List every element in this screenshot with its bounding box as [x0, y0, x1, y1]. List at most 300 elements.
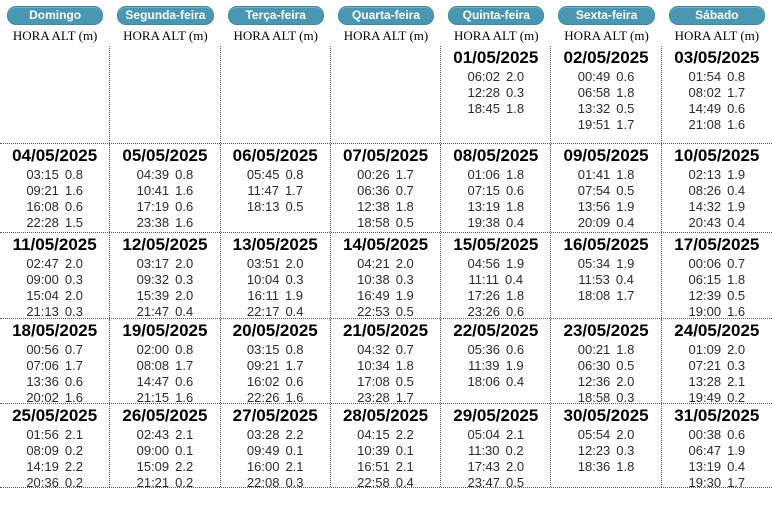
- tide-row: [662, 475, 772, 487]
- tide-row: [662, 390, 772, 403]
- day-button-sexta[interactable]: Sexta-feira: [558, 6, 654, 25]
- tide-height: 1.6: [175, 183, 194, 198]
- tide-time: 12:28: [467, 85, 501, 100]
- tide-time: 00:06: [688, 256, 722, 271]
- tide-time: 19:30: [688, 475, 722, 487]
- tide-height: 1.9: [284, 288, 304, 303]
- tide-time: 00:56: [26, 342, 59, 357]
- day-button-segunda[interactable]: Segunda-feira: [117, 6, 213, 25]
- tide-height: 0.6: [616, 69, 635, 84]
- tide-height: 0.7: [395, 342, 414, 357]
- tide-row: [331, 215, 440, 231]
- tide-time: 17:43: [467, 459, 501, 474]
- tide-row: [662, 215, 772, 231]
- hora-alt-subheader: HORA ALT (m): [343, 28, 429, 43]
- tide-time: 21:13: [26, 304, 59, 318]
- tide-height: 1.7: [395, 167, 414, 182]
- day-cell: [662, 233, 772, 318]
- tide-row: [441, 374, 550, 390]
- tide-time: 01:09: [688, 342, 722, 357]
- hora-alt-subheader: HORA ALT (m): [12, 28, 98, 43]
- tide-row: [110, 215, 219, 231]
- date-label: 03/05/2025: [674, 48, 760, 67]
- tide-row: [441, 199, 550, 215]
- day-cell: [662, 404, 772, 487]
- tide-time: 03:28: [246, 427, 280, 442]
- tide-time: 11:39: [467, 358, 500, 373]
- tide-row: [0, 272, 109, 288]
- hora-alt-subheader: HORA ALT (m): [123, 28, 208, 43]
- tide-height: 0.2: [64, 475, 83, 487]
- tide-height: 0.7: [395, 183, 414, 198]
- tide-time: 09:00: [136, 443, 170, 458]
- tide-row: [662, 272, 772, 288]
- tide-height: 0.6: [64, 374, 83, 389]
- tide-time: 05:34: [577, 256, 611, 271]
- tide-time: 14:32: [688, 199, 722, 214]
- date-label: 23/05/2025: [563, 321, 649, 340]
- tide-height: 0.4: [506, 215, 525, 230]
- date-label: 18/05/2025: [12, 321, 98, 340]
- tide-row: [551, 272, 660, 288]
- tide-time: 21:21: [136, 475, 170, 487]
- tide-height: 2.0: [285, 256, 304, 271]
- tide-row: [662, 117, 772, 133]
- tide-row: [0, 475, 109, 487]
- tide-time: 18:06: [467, 374, 501, 389]
- tide-time: 21:08: [688, 117, 722, 132]
- tide-row: [551, 69, 660, 85]
- tide-time: 02:00: [136, 342, 170, 357]
- tide-row: [662, 304, 772, 318]
- tide-height: 0.5: [285, 199, 304, 214]
- tide-time: 02:13: [688, 167, 722, 182]
- hora-alt-subheader: HORA ALT (m): [454, 28, 539, 43]
- tide-time: 00:26: [357, 167, 390, 182]
- tide-height: 1.7: [616, 117, 635, 132]
- day-cell: [0, 144, 110, 232]
- tide-height: 1.7: [284, 183, 304, 198]
- tide-row: [110, 475, 219, 487]
- tide-row: [0, 288, 109, 304]
- tide-height: 0.2: [64, 443, 83, 458]
- tide-time: 05:04: [467, 427, 501, 442]
- tide-time: 14:49: [688, 101, 722, 116]
- tide-row: [331, 342, 440, 358]
- tide-row: [441, 342, 550, 358]
- week-row: [0, 404, 772, 488]
- week-row: [0, 46, 772, 144]
- tide-height: 0.4: [727, 459, 746, 474]
- tide-time: 05:36: [467, 342, 501, 357]
- tide-row: [0, 342, 109, 358]
- tide-height: 0.3: [506, 85, 525, 100]
- tide-height: 2.0: [506, 69, 525, 84]
- tide-time: 23:38: [136, 215, 170, 230]
- day-cell: [331, 144, 441, 232]
- tide-height: 1.8: [616, 167, 635, 182]
- tide-height: 1.8: [506, 167, 525, 182]
- tide-time: 09:21: [26, 183, 59, 198]
- day-cell: [331, 319, 441, 403]
- tide-time: 18:45: [467, 101, 501, 116]
- tide-row: [551, 85, 660, 101]
- column-sexta: [551, 6, 661, 43]
- tide-height: 0.6: [64, 199, 83, 214]
- tide-row: [331, 427, 440, 443]
- tide-row: [441, 85, 550, 101]
- day-cell: [441, 404, 551, 487]
- column-quinta: [441, 6, 551, 43]
- tide-row: [441, 358, 550, 374]
- tide-height: 2.0: [616, 374, 635, 389]
- tide-row: [551, 374, 660, 390]
- tide-row: [662, 256, 772, 272]
- tide-height: 2.1: [395, 459, 414, 474]
- tide-time: 22:58: [357, 475, 390, 487]
- tide-row: [331, 374, 440, 390]
- tide-row: [0, 374, 109, 390]
- day-cell: [110, 404, 220, 487]
- tide-height: 2.1: [285, 459, 304, 474]
- tide-row: [551, 459, 660, 475]
- tide-height: 0.5: [395, 374, 414, 389]
- tide-row: [110, 167, 219, 183]
- tide-time: 16:49: [357, 288, 390, 303]
- tide-time: 02:47: [26, 256, 59, 271]
- tide-row: [110, 199, 219, 215]
- tide-height: 0.2: [727, 390, 746, 403]
- tide-row: [221, 342, 330, 358]
- day-cell: [662, 144, 772, 232]
- tide-time: 12:23: [577, 443, 611, 458]
- tide-row: [0, 427, 109, 443]
- tide-row: [441, 288, 550, 304]
- tide-time: 04:39: [136, 167, 170, 182]
- tide-height: 0.5: [395, 304, 414, 318]
- tide-time: 10:39: [357, 443, 390, 458]
- tide-height: 1.9: [727, 443, 746, 458]
- tide-row: [0, 443, 109, 459]
- hora-alt-subheader: HORA ALT (m): [564, 28, 649, 43]
- tide-height: 1.7: [64, 358, 83, 373]
- tide-time: 17:19: [136, 199, 170, 214]
- tide-row: [662, 101, 772, 117]
- tide-height: 2.0: [64, 256, 83, 271]
- tide-height: 0.4: [616, 215, 635, 230]
- tide-row: [441, 272, 550, 288]
- tide-time: 01:06: [467, 167, 501, 182]
- date-label: 26/05/2025: [122, 406, 208, 425]
- tide-height: 1.6: [175, 390, 194, 403]
- tide-height: 0.8: [175, 167, 194, 182]
- day-cell: [551, 404, 661, 487]
- tide-time: 13:19: [467, 199, 501, 214]
- tide-height: 0.7: [64, 342, 83, 357]
- day-cell: [221, 144, 331, 232]
- tide-height: 0.5: [727, 288, 746, 303]
- tide-row: [110, 288, 219, 304]
- tide-time: 10:41: [136, 183, 170, 198]
- tide-height: 2.0: [395, 256, 414, 271]
- tide-row: [221, 358, 330, 374]
- tide-height: 2.2: [395, 427, 414, 442]
- tide-height: 2.2: [175, 459, 194, 474]
- tide-row: [331, 304, 440, 318]
- tide-row: [331, 167, 440, 183]
- tide-time: 16:11: [247, 288, 279, 303]
- tide-time: 18:13: [246, 199, 280, 214]
- tide-time: 07:15: [467, 183, 501, 198]
- tide-row: [0, 199, 109, 215]
- tide-row: [110, 390, 219, 403]
- tide-time: 05:45: [246, 167, 280, 182]
- tide-height: 2.0: [506, 459, 525, 474]
- tide-row: [0, 183, 109, 199]
- tide-height: 1.6: [175, 215, 194, 230]
- tide-row: [551, 215, 660, 231]
- tide-time: 19:51: [577, 117, 611, 132]
- tide-row: [441, 215, 550, 231]
- tide-time: 06:36: [357, 183, 390, 198]
- tide-row: [110, 342, 219, 358]
- tide-time: 20:36: [26, 475, 59, 487]
- tide-height: 0.8: [285, 167, 304, 182]
- tide-row: [441, 443, 550, 459]
- date-label: 02/05/2025: [563, 48, 649, 67]
- date-label: 25/05/2025: [12, 406, 98, 425]
- tide-row: [221, 256, 330, 272]
- tide-row: [221, 390, 330, 403]
- tide-time: 03:15: [246, 342, 280, 357]
- tide-time: 15:39: [136, 288, 170, 303]
- tide-row: [662, 443, 772, 459]
- tide-height: 0.4: [395, 475, 414, 487]
- tide-time: 20:09: [577, 215, 611, 230]
- tide-height: 1.8: [616, 85, 635, 100]
- tide-height: 0.8: [285, 342, 304, 357]
- tide-weeks-grid: [0, 46, 772, 488]
- tide-time: 07:54: [577, 183, 611, 198]
- day-cell: [331, 233, 441, 318]
- day-button-quinta[interactable]: Quinta-feira: [448, 6, 544, 25]
- tide-row: [551, 358, 660, 374]
- tide-time: 17:26: [467, 288, 501, 303]
- day-cell: [0, 233, 110, 318]
- tide-row: [221, 459, 330, 475]
- tide-row: [441, 459, 550, 475]
- tide-height: 1.6: [727, 304, 746, 318]
- tide-row: [662, 374, 772, 390]
- tide-row: [110, 443, 219, 459]
- tide-time: 04:32: [357, 342, 390, 357]
- tide-time: 21:47: [136, 304, 170, 318]
- tide-time: 18:58: [357, 215, 390, 230]
- tide-height: 1.8: [616, 342, 635, 357]
- tide-row: [110, 374, 219, 390]
- tide-row: [221, 183, 330, 199]
- tide-height: 0.6: [506, 342, 525, 357]
- tide-height: 1.6: [64, 390, 83, 403]
- tide-height: 2.1: [64, 427, 83, 442]
- tide-height: 2.0: [727, 342, 746, 357]
- tide-row: [221, 288, 330, 304]
- tide-row: [331, 288, 440, 304]
- tide-height: 1.9: [727, 167, 746, 182]
- tide-time: 09:00: [26, 272, 59, 287]
- tide-height: 1.7: [395, 390, 414, 403]
- tide-row: [551, 443, 660, 459]
- tide-time: 16:51: [357, 459, 390, 474]
- tide-height: 1.9: [506, 256, 525, 271]
- tide-height: 1.9: [616, 256, 635, 271]
- tide-time: 15:04: [26, 288, 59, 303]
- day-button-sabado[interactable]: Sábado: [669, 6, 765, 25]
- tide-height: 2.0: [175, 288, 194, 303]
- tide-row: [662, 342, 772, 358]
- tide-time: 23:26: [467, 304, 501, 318]
- tide-height: 1.9: [505, 358, 524, 373]
- week-row: [0, 144, 772, 233]
- date-label: 11/05/2025: [12, 235, 97, 254]
- column-segunda: [110, 6, 220, 43]
- day-cell: [221, 233, 331, 318]
- date-label: 08/05/2025: [453, 146, 539, 165]
- tide-time: 04:21: [357, 256, 390, 271]
- day-cell: [221, 404, 331, 487]
- tide-time: 16:00: [246, 459, 280, 474]
- tide-height: 0.4: [175, 304, 194, 318]
- date-label: 21/05/2025: [342, 321, 429, 340]
- day-cell-empty: [0, 46, 110, 143]
- day-button-domingo[interactable]: Domingo: [7, 6, 103, 25]
- tide-height: 0.6: [727, 101, 746, 116]
- tide-height: 0.3: [64, 304, 83, 318]
- date-label: 30/05/2025: [563, 406, 649, 425]
- tide-row: [662, 358, 772, 374]
- tide-height: 1.9: [616, 199, 635, 214]
- tide-row: [110, 427, 219, 443]
- tide-time: 14:19: [26, 459, 59, 474]
- tide-row: [441, 167, 550, 183]
- tide-row: [662, 288, 772, 304]
- tide-height: 0.6: [175, 374, 194, 389]
- tide-row: [551, 256, 660, 272]
- tide-height: 0.6: [506, 304, 525, 318]
- tide-row: [221, 304, 330, 318]
- tide-row: [331, 199, 440, 215]
- tide-time: 02:43: [136, 427, 170, 442]
- tide-row: [662, 69, 772, 85]
- tide-row: [331, 443, 440, 459]
- tide-height: 1.8: [395, 199, 414, 214]
- tide-height: 0.7: [727, 256, 746, 271]
- tide-row: [551, 390, 660, 403]
- tide-row: [0, 167, 109, 183]
- tide-time: 08:02: [688, 85, 722, 100]
- tide-row: [110, 183, 219, 199]
- hora-alt-subheader: HORA ALT (m): [674, 28, 760, 43]
- tide-time: 06:02: [467, 69, 501, 84]
- tide-height: 0.3: [285, 272, 304, 287]
- column-domingo: [0, 6, 110, 43]
- tide-row: [551, 199, 660, 215]
- tide-height: 2.2: [64, 459, 83, 474]
- date-label: 19/05/2025: [122, 321, 208, 340]
- tide-row: [0, 304, 109, 318]
- tide-height: 0.8: [175, 342, 194, 357]
- tide-time: 04:15: [357, 427, 390, 442]
- tide-time: 07:21: [688, 358, 722, 373]
- tide-height: 1.8: [395, 358, 414, 373]
- weekday-header-row: [0, 0, 772, 43]
- tide-row: [0, 215, 109, 231]
- tide-time: 01:56: [26, 427, 59, 442]
- tide-row: [0, 390, 109, 403]
- day-cell-empty: [331, 46, 441, 143]
- tide-time: 19:38: [467, 215, 501, 230]
- tide-height: 1.7: [616, 288, 635, 303]
- tide-row: [331, 272, 440, 288]
- tide-time: 22:53: [357, 304, 390, 318]
- tide-time: 13:32: [577, 101, 611, 116]
- tide-row: [441, 475, 550, 487]
- tide-time: 00:21: [577, 342, 611, 357]
- date-label: 05/05/2025: [122, 146, 208, 165]
- tide-row: [441, 183, 550, 199]
- tide-row: [110, 358, 219, 374]
- tide-row: [551, 117, 660, 133]
- tide-height: 1.7: [727, 475, 746, 487]
- hora-alt-subheader: HORA ALT (m): [233, 28, 318, 43]
- tide-time: 23:28: [357, 390, 390, 403]
- tide-height: 0.5: [616, 101, 635, 116]
- tide-time: 19:49: [688, 390, 722, 403]
- tide-time: 10:34: [357, 358, 390, 373]
- tide-time: 07:06: [26, 358, 59, 373]
- tide-height: 0.5: [395, 215, 414, 230]
- tide-time: 21:15: [136, 390, 170, 403]
- tide-row: [331, 459, 440, 475]
- column-terca: [221, 6, 331, 43]
- tide-row: [221, 427, 330, 443]
- tide-row: [551, 183, 660, 199]
- tide-time: 00:49: [577, 69, 611, 84]
- tide-row: [221, 272, 330, 288]
- date-label: 09/05/2025: [563, 146, 649, 165]
- tide-time: 14:47: [136, 374, 170, 389]
- tide-time: 11:11: [468, 272, 500, 287]
- tide-time: 09:32: [136, 272, 170, 287]
- tide-row: [0, 459, 109, 475]
- tide-height: 1.9: [727, 199, 746, 214]
- tide-time: 05:54: [577, 427, 611, 442]
- tide-time: 10:38: [357, 272, 390, 287]
- tide-height: 2.1: [727, 374, 746, 389]
- tide-row: [110, 459, 219, 475]
- tide-time: 22:08: [246, 475, 280, 487]
- date-label: 20/05/2025: [232, 321, 318, 340]
- tide-row: [662, 85, 772, 101]
- date-label: 12/05/2025: [122, 235, 208, 254]
- tide-time: 04:56: [467, 256, 501, 271]
- day-cell: [110, 319, 220, 403]
- day-button-quarta[interactable]: Quarta-feira: [338, 6, 434, 25]
- tide-height: 0.8: [727, 69, 746, 84]
- tide-time: 00:38: [688, 427, 722, 442]
- date-label: 10/05/2025: [674, 146, 760, 165]
- day-button-terca[interactable]: Terça-feira: [228, 6, 324, 25]
